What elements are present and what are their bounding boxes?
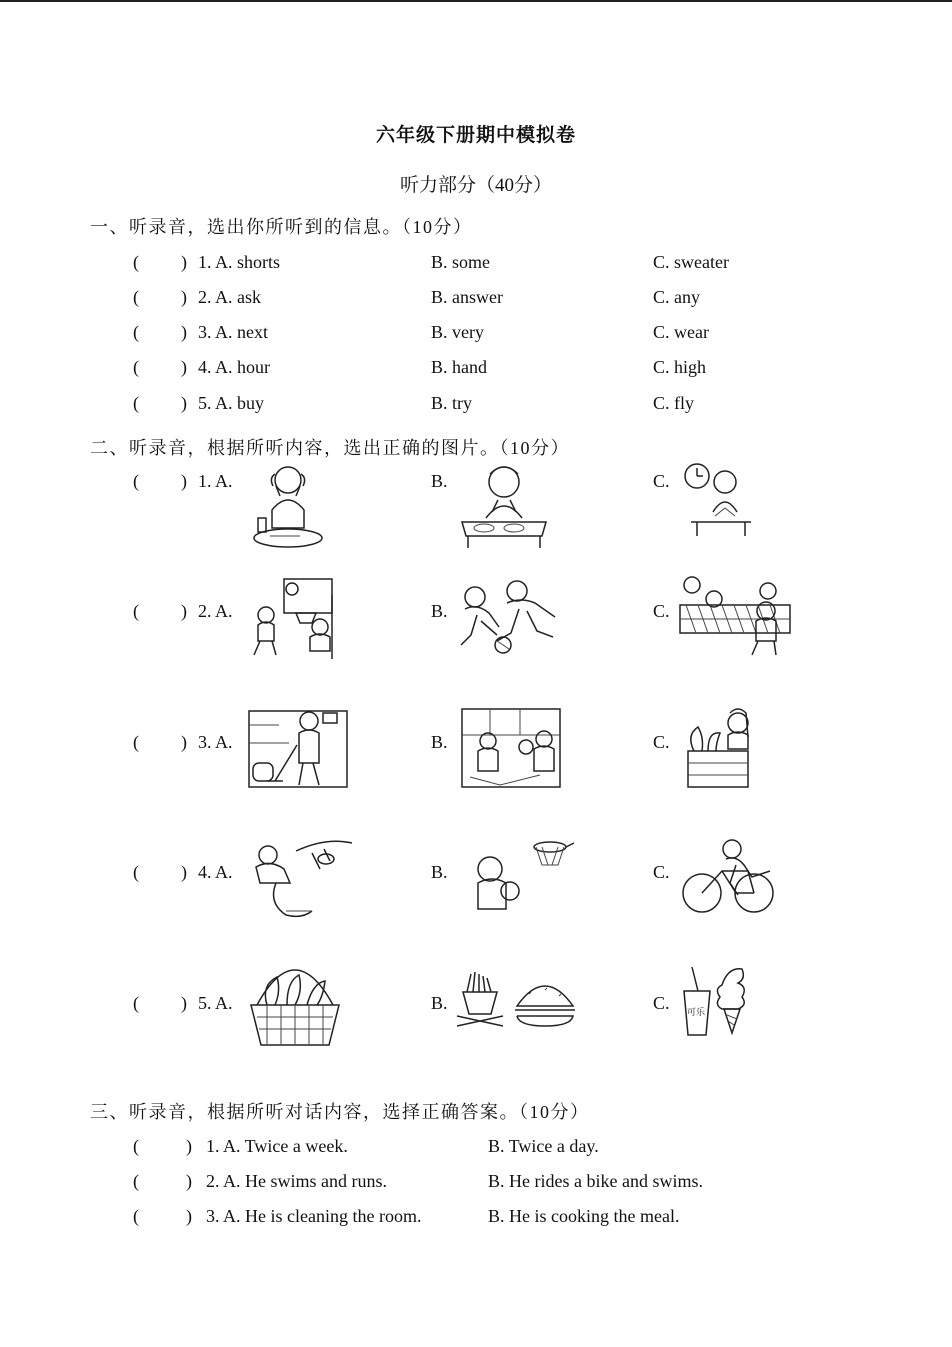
option-a: 2. A. ask [198,287,261,307]
clock-breakfast-picture[interactable] [683,460,758,540]
option-b: B. some [431,252,491,272]
option-b: B. He is cooking the meal. [488,1206,680,1226]
answer-blank-open[interactable]: ( [133,732,139,752]
option-c-label: C. [653,601,670,621]
vegetable-basket-picture[interactable] [247,965,342,1050]
page-title: 六年级下册期中模拟卷 [375,125,576,146]
answer-blank-close: ) [186,1206,192,1226]
vacuum-cleaning-picture[interactable] [247,705,349,790]
option-a-label: 2. A. [198,601,233,621]
answer-blank-close: ) [181,393,187,413]
answer-blank-close: ) [181,862,187,882]
option-a: 1. A. shorts [198,252,281,272]
option-c-label: C. [653,471,670,491]
option-b-label: B. [431,601,448,621]
answer-blank-close: ) [181,471,187,491]
option-c-label: C. [653,993,670,1013]
option-b-label: B. [431,732,448,752]
cola-icecream-picture[interactable] [678,965,748,1037]
option-b: B. very [431,322,484,342]
boy-eating-picture[interactable] [458,460,548,550]
answer-blank-open[interactable]: ( [133,862,139,882]
answer-blank-open[interactable]: ( [133,357,139,377]
option-a: 3. A. next [198,322,268,342]
answer-blank-open[interactable]: ( [133,252,139,272]
option-c: C. any [653,287,700,307]
option-b: B. He rides a bike and swims. [488,1171,703,1191]
answer-blank-open[interactable]: ( [133,471,139,491]
answer-blank-close: ) [186,1171,192,1191]
football-picture[interactable] [457,575,562,660]
option-b-label: B. [431,862,448,882]
badminton-picture[interactable] [678,575,793,660]
girl-watering-plants-picture[interactable] [680,705,755,790]
option-a-label: 4. A. [198,862,233,882]
section1-heading: 一、听录音，选出你所听到的信息。（10分） [90,217,473,237]
option-c: C. sweater [653,252,729,272]
option-c: C. high [653,357,707,377]
listening-subtitle: 听力部分（40分） [399,175,552,196]
answer-blank-open[interactable]: ( [133,287,139,307]
answer-blank-open[interactable]: ( [133,1171,139,1191]
option-a-label: 3. A. [198,732,233,752]
section2-heading: 二、听录音，根据所听内容，选出正确的图片。（10分） [90,438,570,458]
option-b: B. answer [431,287,503,307]
option-c-label: C. [653,862,670,882]
boy-basketball-hoop-picture[interactable] [470,835,580,915]
basketball-picture[interactable] [248,575,338,660]
top-border [0,0,952,2]
answer-blank-close: ) [181,287,187,307]
option-b-label: B. [431,993,448,1013]
family-kitchen-picture[interactable] [460,705,562,790]
answer-blank-open[interactable]: ( [133,1136,139,1156]
option-a-label: 5. A. [198,993,233,1013]
option-b-label: B. [431,471,448,491]
option-c: C. wear [653,322,709,342]
answer-blank-open[interactable]: ( [133,993,139,1013]
answer-blank-open[interactable]: ( [133,322,139,342]
answer-blank-close: ) [186,1136,192,1156]
answer-blank-close: ) [181,732,187,752]
option-b: B. Twice a day. [488,1136,599,1156]
option-a: 5. A. buy [198,393,265,413]
section3-heading: 三、听录音，根据所听对话内容，选择正确答案。（10分） [90,1102,590,1122]
riding-bike-picture[interactable] [680,835,780,920]
fishing-picture[interactable] [246,835,354,920]
answer-blank-open[interactable]: ( [133,1206,139,1226]
option-a-label: 1. A. [198,471,233,491]
answer-blank-open[interactable]: ( [133,393,139,413]
option-a: 4. A. hour [198,357,270,377]
option-a: 2. A. He swims and runs. [206,1171,387,1191]
answer-blank-close: ) [181,357,187,377]
answer-blank-close: ) [181,252,187,272]
answer-blank-open[interactable]: ( [133,601,139,621]
option-c-label: C. [653,732,670,752]
answer-blank-close: ) [181,601,187,621]
answer-blank-close: ) [181,322,187,342]
option-b: B. hand [431,357,487,377]
answer-blank-close: ) [181,993,187,1013]
fries-hamburger-picture[interactable] [455,970,573,1030]
option-a: 3. A. He is cleaning the room. [206,1206,422,1226]
cola-label: 可乐 [687,1008,706,1018]
option-c: C. fly [653,393,695,413]
girl-eating-picture[interactable] [250,460,325,550]
option-b: B. try [431,393,473,413]
option-a: 1. A. Twice a week. [206,1136,348,1156]
